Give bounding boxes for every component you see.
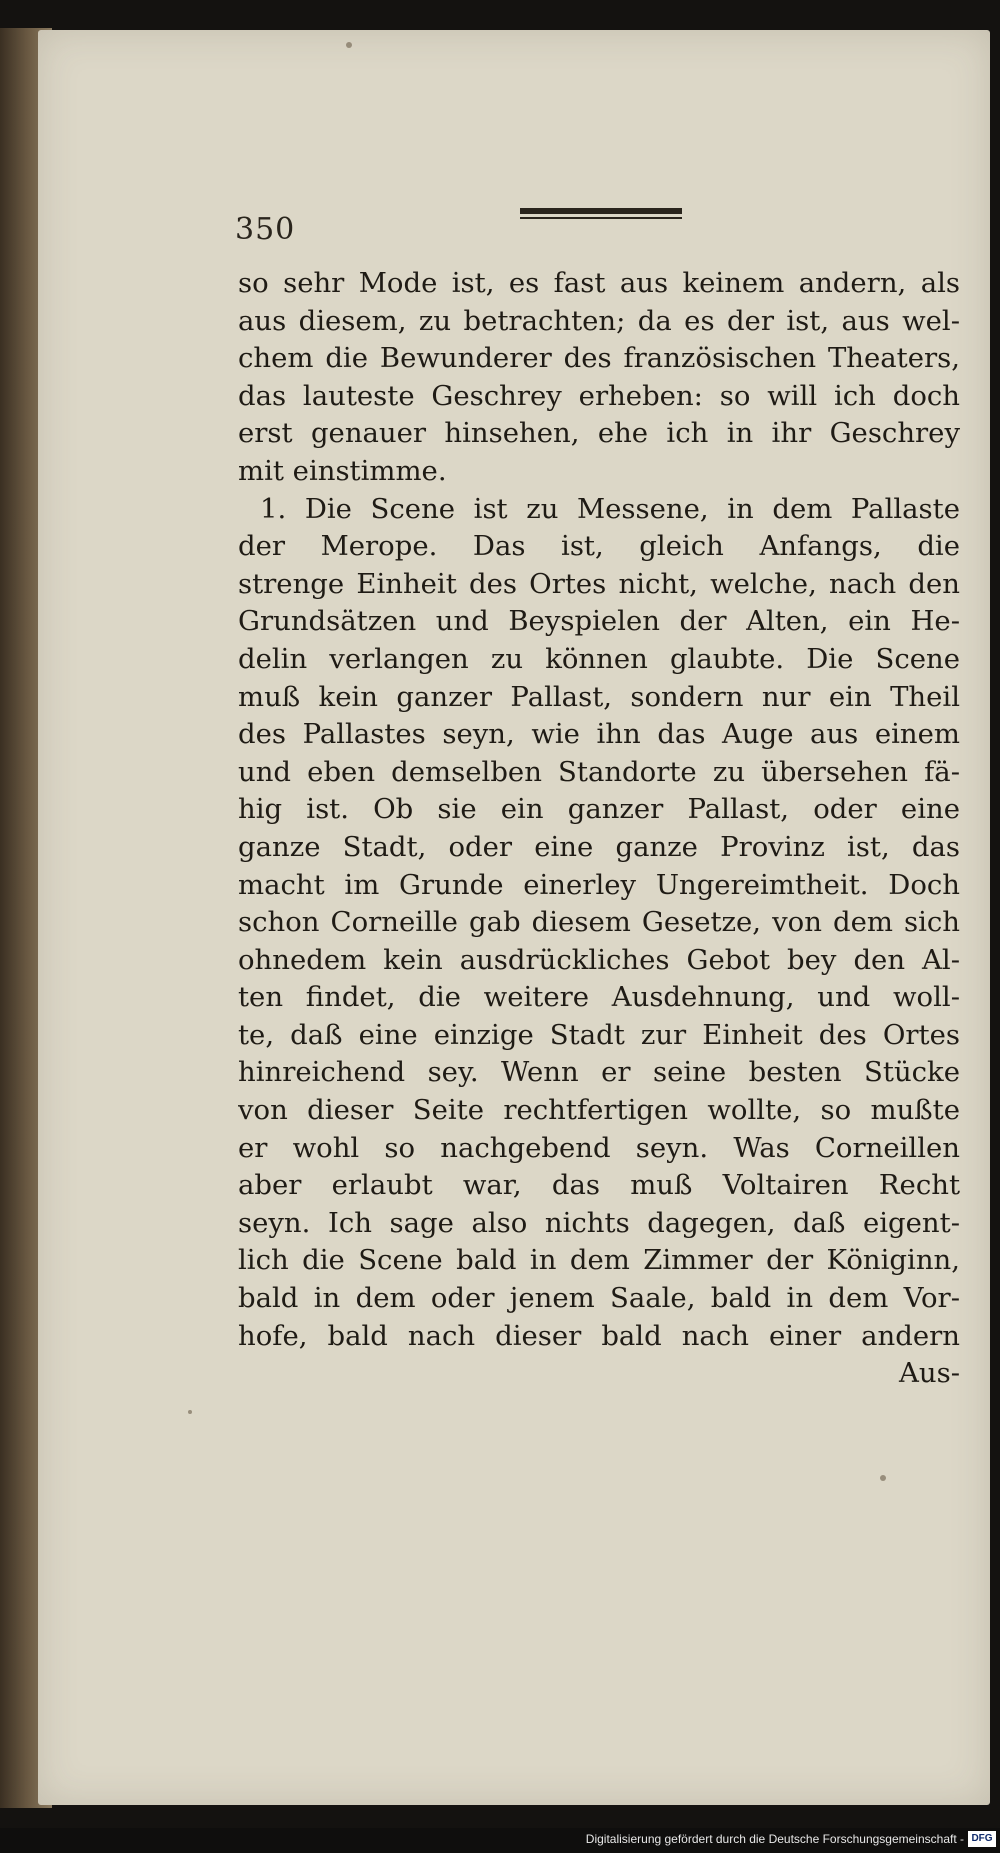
text-line: strenge Einheit des Ortes nicht, welche, nach den bbox=[238, 567, 960, 600]
digitization-credit: Digitalisierung gefördert durch die Deutsche Forschungsgemeinschaft - bbox=[585, 1832, 964, 1846]
text-line: und eben demselben Standorte zu übersehen fä- bbox=[238, 755, 960, 788]
footer-bar bbox=[0, 1828, 1000, 1853]
text-line: von dieser Seite rechtfertigen wollte, so mußte bbox=[238, 1094, 960, 1127]
text-line: schon Corneille gab diesem Gesetze, von dem sich bbox=[238, 906, 960, 939]
text-line: Grundsätzen und Beyspielen der Alten, ein He- bbox=[238, 605, 960, 638]
text-line: hinreichend sey. Wenn er seine besten Stücke bbox=[238, 1056, 960, 1089]
text-line: hofe, bald nach dieser bald nach einer andern bbox=[238, 1319, 960, 1352]
header-ornament bbox=[520, 206, 682, 220]
ornament-thick-rule bbox=[520, 208, 682, 214]
text-line: lich die Scene bald in dem Zimmer der Königinn, bbox=[238, 1244, 960, 1277]
text-line: ohnedem kein ausdrückliches Gebot bey den Al- bbox=[238, 943, 960, 976]
text-line: des Pallastes seyn, wie ihn das Auge aus einem bbox=[238, 718, 960, 751]
text-line: hig ist. Ob sie ein ganzer Pallast, oder eine bbox=[238, 793, 960, 826]
text-line: ganze Stadt, oder eine ganze Provinz ist, das bbox=[238, 830, 960, 863]
paper-speck bbox=[346, 42, 352, 48]
text-line: macht im Grunde einerley Ungereimtheit. Doch bbox=[238, 868, 960, 901]
text-line: aber erlaubt war, das muß Voltairen Recht bbox=[238, 1169, 960, 1202]
text-line: der Merope. Das ist, gleich Anfangs, die bbox=[238, 530, 960, 563]
text-line: erst genauer hinsehen, ehe ich in ihr Geschrey bbox=[238, 417, 960, 450]
text-line: ten findet, die weitere Ausdehnung, und woll- bbox=[238, 981, 960, 1014]
text-line: delin verlangen zu können glaubte. Die Scene bbox=[238, 642, 960, 675]
text-line: 1. Die Scene ist zu Messene, in dem Pallaste bbox=[260, 492, 960, 525]
paper-speck bbox=[188, 1410, 192, 1414]
text-line: te, daß eine einzige Stadt zur Einheit des Ortes bbox=[238, 1018, 960, 1051]
ornament-thin-rule bbox=[520, 217, 682, 219]
text-line: bald in dem oder jenem Saale, bald in dem Vor- bbox=[238, 1282, 960, 1315]
catchword: Aus- bbox=[899, 1357, 960, 1390]
page-number: 350 bbox=[235, 212, 296, 247]
text-line: aus diesem, zu betrachten; da es der ist, aus wel- bbox=[238, 304, 960, 337]
dfg-logo: DFG bbox=[968, 1831, 996, 1847]
text-line: er wohl so nachgebend seyn. Was Corneillen bbox=[238, 1131, 960, 1164]
text-line: chem die Bewunderer des französischen Theaters, bbox=[238, 342, 960, 375]
text-line: das lauteste Geschrey erheben: so will ich doch bbox=[238, 379, 960, 412]
text-line: seyn. Ich sage also nichts dagegen, daß eigent- bbox=[238, 1206, 960, 1239]
body-text bbox=[238, 265, 960, 1393]
text-line: mit einstimme. bbox=[238, 454, 447, 487]
text-line: muß kein ganzer Pallast, sondern nur ein Theil bbox=[238, 680, 960, 713]
paper-speck bbox=[880, 1475, 886, 1481]
text-line: so sehr Mode ist, es fast aus keinem andern, als bbox=[238, 267, 960, 299]
